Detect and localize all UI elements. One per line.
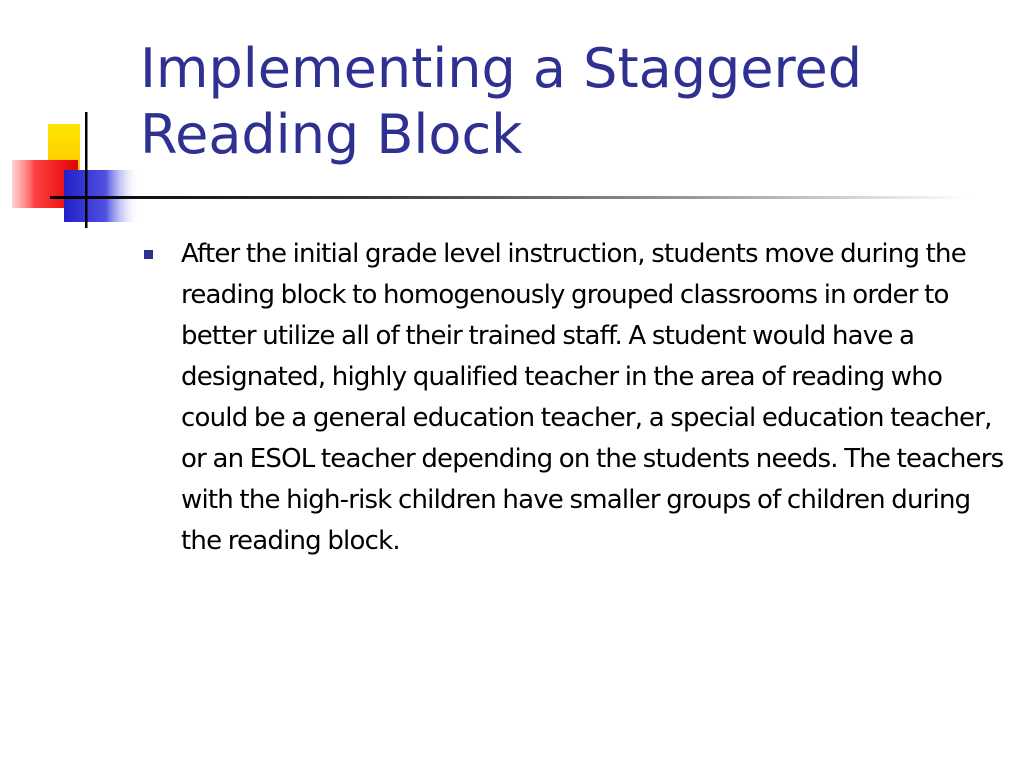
bullet-item <box>144 234 1004 562</box>
title-line-1: Implementing a Staggered <box>140 37 863 100</box>
bullet-list <box>144 234 1004 562</box>
square-bullet-icon <box>144 250 153 259</box>
title-divider <box>50 196 970 199</box>
title-line-2: Reading Block <box>140 103 523 166</box>
slide-title <box>140 36 1000 168</box>
bullet-text: After the initial grade level instruction, students move during the reading block to homogenously grouped classrooms in order to better utilize all of their trained staff. A student would have a designated, highly qualified teacher in the area of reading who could be a general education teacher, a special education teacher, or an ESOL teacher depending on the students needs. The teachers with the high-risk children have smaller groups of children during the reading block. <box>181 239 1004 556</box>
vertical-rule <box>85 112 88 228</box>
